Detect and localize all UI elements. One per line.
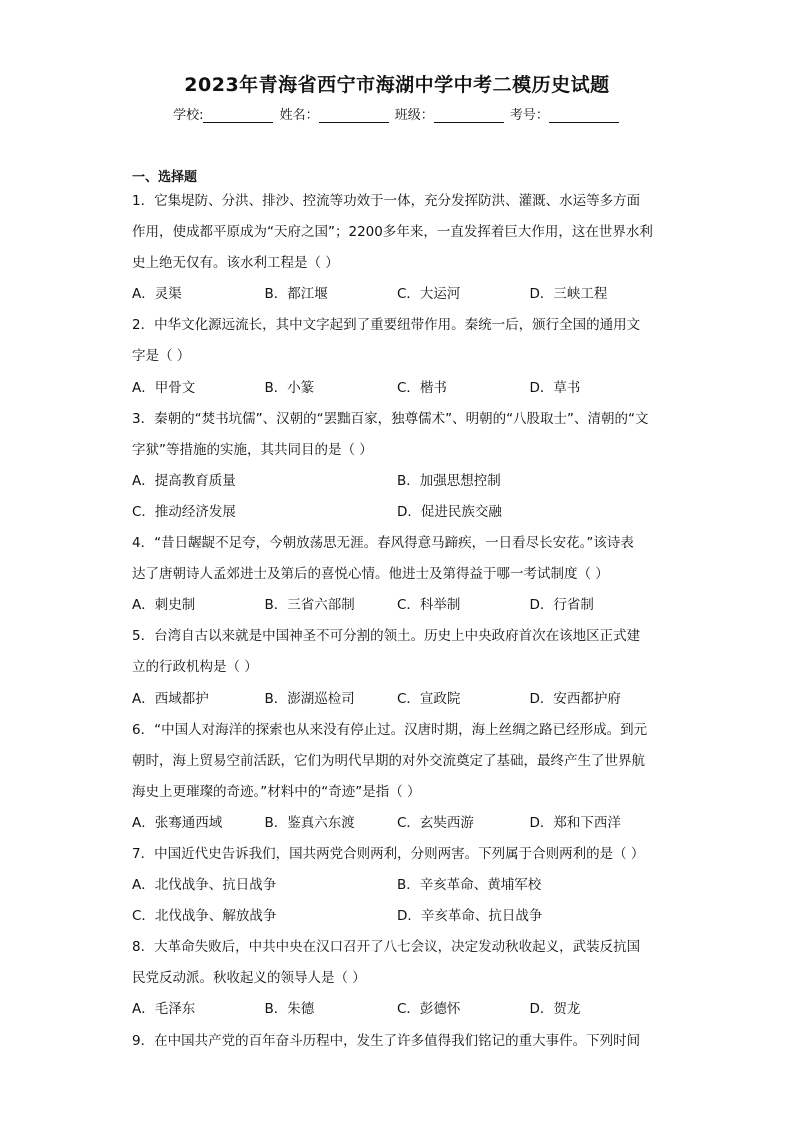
option-c[interactable]: C．彭德怀 <box>397 1001 461 1018</box>
question-text: 立的行政机构是（ ） <box>132 659 258 676</box>
section-heading: 一、选择题 <box>132 170 198 185</box>
question-text: 4．“昔日龌龊不足夸，今朝放荡思无涯。春风得意马蹄疾，一日看尽长安花。”该诗表 <box>132 535 634 552</box>
option-c[interactable]: C．楷书 <box>397 379 447 396</box>
options-row <box>132 594 662 625</box>
question-text: 1．它集堤防、分洪、排沙、控流等功效于一体，充分发挥防洪、灌溉、水运等多方面 <box>132 193 641 209</box>
options-row <box>132 874 662 905</box>
question-text: 朝时，海上贸易空前活跃，它们为明代早期的对外交流奠定了基础，最终产生了世界航 <box>132 752 645 769</box>
option-a[interactable]: A．北伐战争、抗日战争 <box>132 877 277 894</box>
option-b[interactable]: B．辛亥革命、黄埔军校 <box>397 877 542 894</box>
option-a[interactable]: A．张骞通西域 <box>132 814 223 831</box>
option-c[interactable]: C．推动经济发展 <box>132 503 236 520</box>
question-3 <box>132 408 662 532</box>
option-a[interactable]: A．灵渠 <box>132 286 182 303</box>
option-a[interactable]: A．甲骨文 <box>132 379 196 396</box>
option-d[interactable]: D．草书 <box>529 379 581 396</box>
field-school-label: 学校: <box>173 108 204 123</box>
question-text: 9．在中国共产党的百年奋斗历程中，发生了许多值得我们铭记的重大事件。下列时间 <box>132 1032 641 1049</box>
option-c[interactable]: C．大运河 <box>397 286 461 303</box>
option-b[interactable]: B．澎湖巡检司 <box>264 690 355 707</box>
exam-title: 2023年青海省西宁市海湖中学中考二模历史试题 <box>184 74 610 96</box>
options-row <box>132 501 662 532</box>
options-row <box>132 283 662 314</box>
question-text: 5．台湾自古以来就是中国神圣不可分割的领土。历史上中央政府首次在该地区正式建 <box>132 628 641 645</box>
question-4 <box>132 532 662 625</box>
option-b[interactable]: B．加强思想控制 <box>397 472 501 489</box>
question-5 <box>132 625 662 718</box>
option-a[interactable]: A．提高教育质量 <box>132 472 236 489</box>
question-text: 3．秦朝的“焚书坑儒”、汉朝的“罢黜百家，独尊儒术”、明朝的“八股取士”、清朝的“文 <box>132 410 649 427</box>
question-text: 6．“中国人对海洋的探索也从来没有停止过。汉唐时期，海上丝绸之路已经形成。到元 <box>132 721 648 738</box>
field-school-blank[interactable] <box>203 109 273 123</box>
options-row <box>132 998 662 1029</box>
field-name-label: 姓名： <box>279 108 319 123</box>
options-row <box>132 470 662 501</box>
field-class-blank[interactable] <box>434 109 504 123</box>
question-text: 7．中国近代史告诉我们，国共两党合则两利，分则两害。下列属于合则两利的是（ ） <box>132 845 645 862</box>
option-b[interactable]: B．都江堰 <box>264 286 328 303</box>
question-text: 8．大革命失败后，中共中央在汉口召开了八七会议，决定发动秋收起义，武装反抗国 <box>132 939 641 956</box>
option-c[interactable]: C．宣政院 <box>397 690 461 707</box>
option-a[interactable]: A．刺史制 <box>132 597 196 614</box>
option-a[interactable]: A．毛泽东 <box>132 1001 196 1018</box>
question-1 <box>132 190 662 314</box>
option-d[interactable]: D．郑和下西洋 <box>529 814 621 831</box>
question-text: 作用，使成都平原成为“天府之国”；2200多年来，一直发挥着巨大作用，这在世界水利 <box>132 224 653 241</box>
options-row <box>132 377 662 408</box>
options-row <box>132 688 662 719</box>
options-row <box>132 905 662 936</box>
field-number-blank[interactable] <box>549 109 619 123</box>
option-b[interactable]: B．小篆 <box>264 379 315 396</box>
option-c[interactable]: C．科举制 <box>397 597 461 614</box>
option-d[interactable]: D．三峡工程 <box>529 286 608 303</box>
option-b[interactable]: B．鉴真六东渡 <box>264 814 355 831</box>
option-d[interactable]: D．安西都护府 <box>529 690 621 707</box>
field-number-label: 考号： <box>509 108 549 123</box>
question-8 <box>132 936 662 1029</box>
question-6 <box>132 719 662 843</box>
question-text: 史上绝无仅有。该水利工程是（ ） <box>132 255 339 272</box>
option-d[interactable]: D．行省制 <box>529 597 594 614</box>
question-2 <box>132 314 662 407</box>
field-name-blank[interactable] <box>319 109 389 123</box>
option-d[interactable]: D．辛亥革命、抗日战争 <box>397 908 543 925</box>
question-text: 2．中华文化源远流长，其中文字起到了重要纽带作用。秦统一后，颁行全国的通用文 <box>132 317 641 334</box>
options-row <box>132 812 662 843</box>
option-b[interactable]: B．朱德 <box>264 1001 315 1018</box>
question-7 <box>132 843 662 936</box>
question-9 <box>132 1030 662 1061</box>
question-text: 字是（ ） <box>132 348 191 365</box>
student-info-row <box>0 104 794 123</box>
field-class-label: 班级： <box>394 108 434 123</box>
option-c[interactable]: C．玄奘西游 <box>397 814 474 831</box>
option-c[interactable]: C．北伐战争、解放战争 <box>132 908 277 925</box>
question-text: 字狱”等措施的实施，其共同目的是（ ） <box>132 441 373 458</box>
question-text: 海史上更璀璨的奇迹。”材料中的“奇迹”是指（ ） <box>132 783 421 800</box>
option-d[interactable]: D．贺龙 <box>529 1001 581 1018</box>
question-text: 达了唐朝诗人孟郊进士及第后的喜悦心情。他进士及第得益于哪一考试制度（ ） <box>132 566 609 583</box>
option-a[interactable]: A．西域都护 <box>132 690 209 707</box>
option-d[interactable]: D．促进民族交融 <box>397 503 502 520</box>
question-text: 民党反动派。秋收起义的领导人是（ ） <box>132 970 366 987</box>
questions-list <box>132 190 662 1061</box>
option-b[interactable]: B．三省六部制 <box>264 597 355 614</box>
